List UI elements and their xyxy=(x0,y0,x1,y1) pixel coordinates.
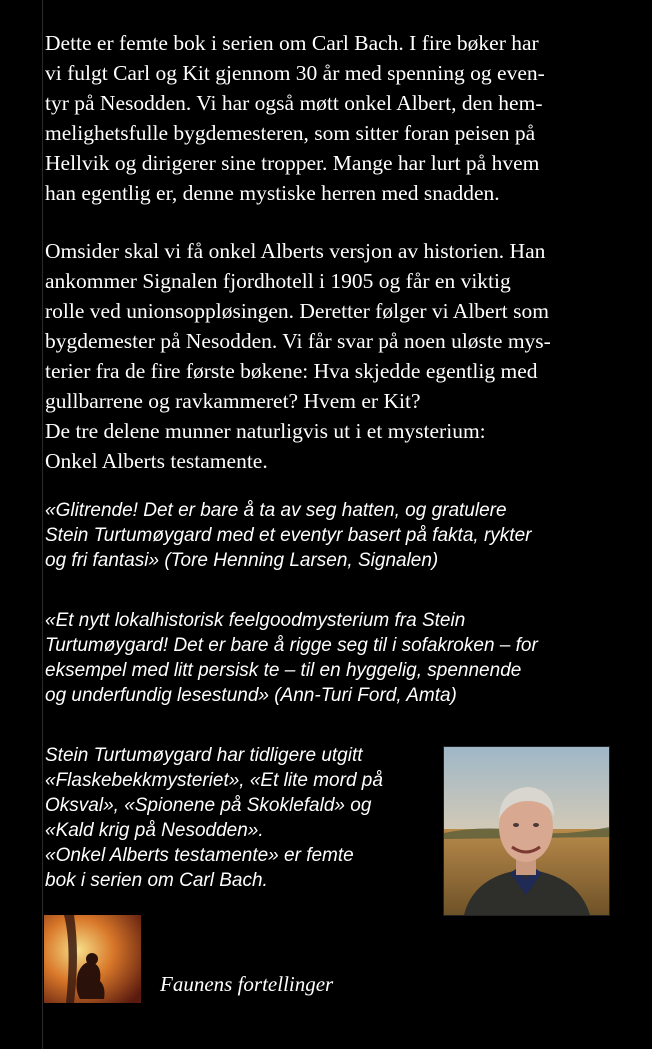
text-line: Stein Turtumøygard med et eventyr basert på fakta, rykter xyxy=(45,525,532,546)
publisher-logo xyxy=(44,915,141,1003)
text-line: «Et nytt lokalhistorisk feelgoodmysterium fra Stein xyxy=(45,610,466,631)
spine-divider xyxy=(42,0,43,1049)
text-line: Stein Turtumøygard har tidligere utgitt xyxy=(45,745,363,766)
review-quote-2 xyxy=(45,608,538,708)
text-line: bygdemester på Nesodden. Vi får svar på noen uløste mys- xyxy=(45,329,551,353)
text-line: ankommer Signalen fjordhotell i 1905 og får en viktig xyxy=(45,269,511,293)
text-line: Turtumøygard! Det er bare å rigge seg til i sofakroken – for xyxy=(45,635,538,656)
blurb-paragraph-1 xyxy=(45,28,545,208)
text-line: gullbarrene og ravkammeret? Hvem er Kit? xyxy=(45,389,421,413)
publisher-name: Faunens fortellinger xyxy=(160,972,334,996)
review-quote-1 xyxy=(45,498,531,573)
text-line: «Kald krig på Nesodden». xyxy=(45,820,264,841)
text-line: og fri fantasi» (Tore Henning Larsen, Signalen) xyxy=(45,550,439,571)
text-line: «Glitrende! Det er bare å ta av seg hatten, og gratulere xyxy=(45,500,507,521)
text-line: han egentlig er, denne mystiske herren med snadden. xyxy=(45,181,500,205)
text-line: «Onkel Alberts testamente» er femte xyxy=(45,845,354,866)
text-line: Dette er femte bok i serien om Carl Bach. I fire bøker har xyxy=(45,31,539,55)
text-line: Oksval», «Spionene på Skoklefald» og xyxy=(45,795,372,816)
text-line: eksempel med litt persisk te – til en hyggelig, spennende xyxy=(45,660,522,681)
text-line: vi fulgt Carl og Kit gjennom 30 år med spenning og even- xyxy=(45,61,545,85)
text-line: melighetsfulle bygdemesteren, som sitter foran peisen på xyxy=(45,121,536,145)
text-line: terier fra de fire første bøkene: Hva skjedde egentlig med xyxy=(45,359,538,383)
blurb-paragraph-2 xyxy=(45,236,551,476)
text-line: De tre delene munner naturligvis ut i et mysterium: xyxy=(45,419,486,443)
author-photo xyxy=(443,746,610,916)
text-line: Omsider skal vi få onkel Alberts versjon av historien. Han xyxy=(45,239,546,263)
text-line: Hellvik og dirigerer sine tropper. Mange har lurt på hvem xyxy=(45,151,540,175)
text-line: «Flaskebekkmysteriet», «Et lite mord på xyxy=(45,770,383,791)
text-line: bok i serien om Carl Bach. xyxy=(45,870,268,891)
text-line: rolle ved unionsoppløsingen. Deretter følger vi Albert som xyxy=(45,299,549,323)
author-bio xyxy=(45,743,383,893)
text-line: og underfundig lesestund» (Ann-Turi Ford, Amta) xyxy=(45,685,457,706)
text-line: tyr på Nesodden. Vi har også møtt onkel Albert, den hem- xyxy=(45,91,543,115)
text-line: Onkel Alberts testamente. xyxy=(45,449,268,473)
